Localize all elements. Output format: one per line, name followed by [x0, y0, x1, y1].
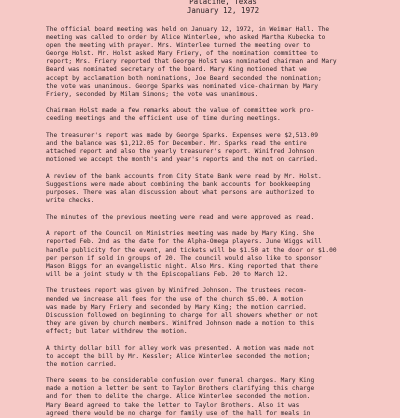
text-line: reported Feb. 2nd as the date for the Alpha-Omega players. June Wiggs will	[46, 238, 322, 246]
minutes-paragraph	[46, 132, 376, 164]
header-date: January 12, 1972	[186, 5, 260, 15]
minutes-paragraph	[46, 230, 376, 279]
text-line: There seems to be considerable confusion over funeral charges. Mary King	[46, 377, 315, 385]
text-line: open the meeting with prayer. Mrs. Winterlee turned the meeting over to	[46, 42, 311, 50]
text-line: mended we increase all fees for the use of the church $5.00. A motion	[46, 295, 304, 303]
text-line: to accept the bill by Mr. Kessler; Alice Winterlee seconded the motion;	[46, 352, 311, 360]
text-line: Suggestions were made about combining the bank accounts for bookkeeping	[46, 181, 311, 188]
text-line: will be a joint study w th the Episcopalians Feb. 20 to March 12.	[46, 270, 289, 278]
text-line: effect; but later withdrew the motion.	[46, 327, 188, 335]
text-line: per person if sold in groups of 20. The council would also like to sponsor	[46, 254, 322, 262]
text-line: The treasurer's report was made by George Sparks. Expenses were $2,513.09	[46, 132, 318, 140]
text-line: The minutes of the previous meeting were read and were approved as read.	[46, 213, 315, 221]
text-line: A review of the bank accounts from City State Bank were read by Mr. Holst.	[46, 172, 322, 180]
text-line: and for them to delite the charge. Alice Winterlee seconded the motion.	[46, 393, 311, 401]
text-line: was made by Mary Friery and seconded by Mary King; the motion carried.	[46, 303, 307, 311]
minutes-paragraph	[46, 173, 376, 205]
text-line: accept by acclamation both nominations, Joe Beard seconded the nomination;	[46, 74, 322, 82]
minutes-paragraph	[46, 377, 376, 417]
text-line: attached report and also the yearly treasurer's report. Winifred Johnson	[46, 148, 315, 156]
minutes-paragraph	[46, 107, 376, 123]
text-line: A thirty dollar bill for alley work was presented. A motion was made not	[46, 344, 315, 352]
text-line: A report of the Council on Ministries meeting was made by Mary King. She	[46, 230, 315, 238]
text-line: Mary Beard agreed to take the letter to Taylor Brothers. Also it was	[46, 401, 300, 409]
text-line: the motion carried.	[46, 360, 117, 368]
text-line: purposes. There was alan discussion about what persons are authorized to	[46, 189, 315, 197]
document-header	[46, 0, 400, 15]
minutes-paragraph	[46, 345, 376, 369]
text-line: made a motion a letter be sent to Taylor Brothers clarifying this charge	[46, 385, 315, 393]
text-line: report; Mrs. Friery reported that George Holst was nominated chairman and Mary	[46, 58, 337, 66]
text-line: the vote was unanimous. George Sparks was nominated vice-chairman by Mary	[46, 82, 318, 90]
text-line: write checks.	[46, 197, 95, 205]
text-line: Chairman Holst made a few remarks about the value of committee work pro-	[46, 107, 315, 115]
text-line: they are given by church members. Winifred Johnson made a motion to this	[46, 319, 315, 327]
text-line: The official board meeting was held on January 12, 1972, in Weimar Hall. The	[46, 26, 330, 33]
text-line: ceeding meetings and the efficient use of time during meetings.	[46, 115, 281, 123]
text-line: Friery, seconded by Milam Simons; the vote was unanimous.	[46, 90, 259, 98]
text-line: agreed there would be no charge for family use of the hall for meals in	[46, 409, 311, 417]
text-line: meeting was called to order by Alice Winterlee, who asked Martha Kubecka to	[46, 34, 326, 42]
minutes-paragraph	[46, 287, 376, 336]
text-line: Mason Biggs for an evangelistic night. Also Mrs. King reported that there	[46, 262, 318, 270]
text-line: Discussion followed on beginning to charge for all showers whether or not	[46, 311, 318, 319]
text-line: Beard was nominated secretary of the board. Mary King motioned that we	[46, 66, 307, 74]
text-line: and the balance was $1,212.05 for December. Mr. Sparks read the entire	[46, 140, 307, 148]
minutes-paragraph	[46, 26, 376, 99]
text-line: motioned we accept the month's and year's reports and the mot on carried.	[46, 156, 318, 164]
header-place: Palacine, Texas	[189, 0, 257, 6]
text-line: George Holst. Mr. Holst asked Mary Friery, of the nomination committee to	[46, 50, 318, 58]
text-line: handle publicity for the event, and tickets will be $1.50 at the door or $1.00	[46, 246, 337, 254]
text-line: The trustees report was given by Winifred Johnson. The trustees recom-	[46, 287, 307, 295]
minutes-body	[46, 26, 400, 418]
minutes-paragraph	[46, 214, 376, 222]
